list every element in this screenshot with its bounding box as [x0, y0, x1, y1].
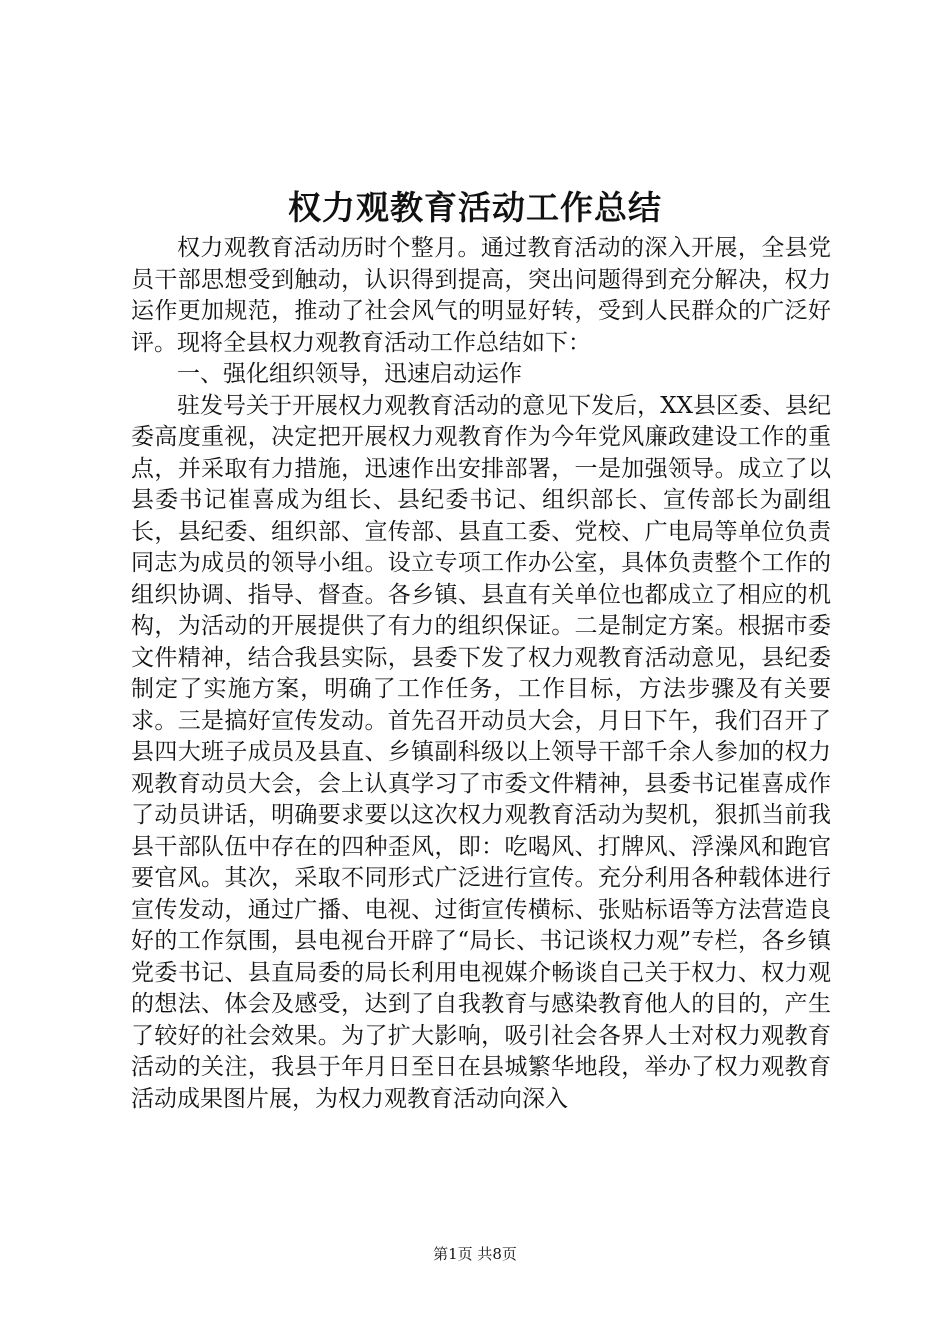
paragraph-intro: 权力观教育活动历时个整月。通过教育活动的深入开展，全县党员干部思想受到触动，认识得到提高，突出问题得到充分解决，权力运作更加规范，推动了社会风气的明显好转，受到人民群众的广泛好评。现将全县权力观教育活动工作总结如下： — [131, 235, 831, 356]
document-title: 权力观教育活动工作总结 — [288, 188, 662, 227]
section-heading: 一、强化组织领导，迅速启动运作 — [177, 361, 522, 387]
page-number-footer: 第1页 共8页 — [433, 1245, 517, 1263]
paragraph-body: 驻发号关于开展权力观教育活动的意见下发后，XX县区委、县纪委高度重视，决定把开展权力观教育作为今年党风廉政建设工作的重点，并采取有力措施，迅速作出安排部署，一是加强领导。成立了以县委书记崔喜成为组长、县纪委书记、组织部长、宣传部长为副组长，县纪委、组织部、宣传部、县直工委、党校、广电局等单位负责同志为成员的领导小组。设立专项工作办公室，具体负责整个工作的组织协调、指导、督查。各乡镇、县直有关单位也都成立了相应的机构，为活动的开展提供了有力的组织保证。二是制定方案。根据市委文件精神，结合我县实际，县委下发了权力观教育活动意见，县纪委制定了实施方案，明确了工作任务，工作目标，方法步骤及有关要求。三是搞好宣传发动。首先召开动员大会，月日下午，我们召开了县四大班子成员及县直、乡镇副科级以上领导干部千余人参加的权力观教育动员大会，会上认真学习了市委文件精神，县委书记崔喜成作了动员讲话，明确要求要以这次权力观教育活动为契机，狠抓当前我县干部队伍中存在的四种歪风，即：吃喝风、打牌风、浮澡风和跑官要官风。其次，采取不同形式广泛进行宣传。充分利用各种载体进行宣传发动，通过广播、电视、过街宣传横标、张贴标语等方法营造良好的工作氛围，县电视台开辟了“局长、书记谈权力观”专栏，各乡镇党委书记、县直局委的局长利用电视媒介畅谈自己关于权力、权力观的想法、体会及感受，达到了自我教育与感染教育他人的目的，产生了较好的社会效果。为了扩大影响，吸引社会各界人士对权力观教育活动的关注，我县于年月日至日在县城繁华地段，举办了权力观教育活动成果图片展，为权力观教育活动向深入 — [131, 392, 831, 1112]
document-body — [131, 233, 831, 1115]
